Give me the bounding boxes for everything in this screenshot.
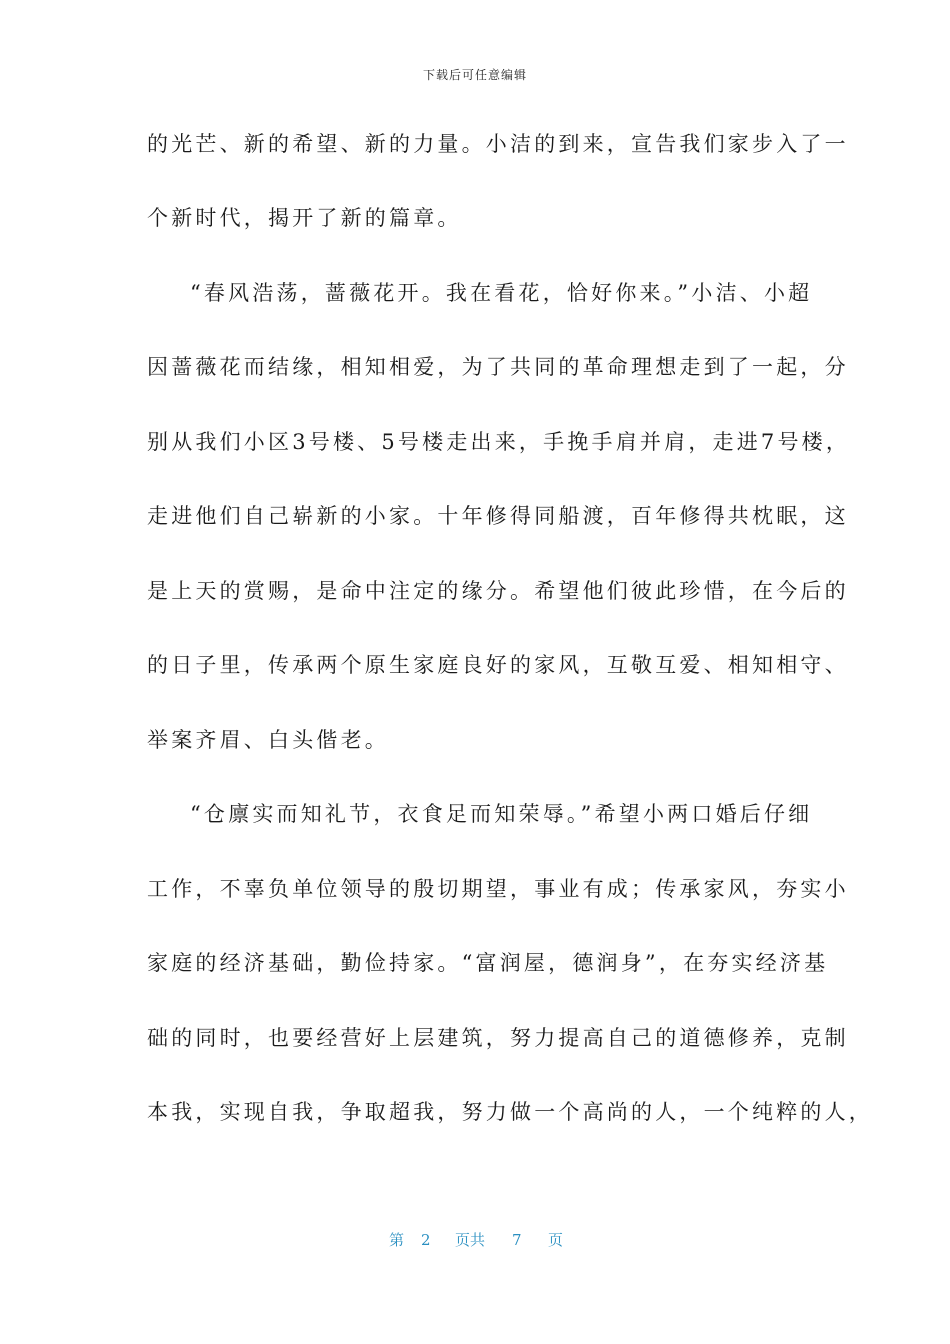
text-line: 走进他们自己崭新的小家。十年修得同船渡，百年修得共枕眠，这	[147, 504, 849, 528]
footer-label-page-end: 页	[548, 1231, 564, 1249]
footer-label-page: 第	[389, 1231, 405, 1249]
text-line: 举案齐眉、白头偕老。	[147, 728, 389, 752]
page-footer	[0, 1228, 950, 1252]
text-line: 家庭的经济基础，勤俭持家。“富润屋，德润身”，在夯实经济基	[147, 951, 829, 975]
paragraph-first-line: “春风浩荡，蔷薇花开。我在看花，恰好你来。”小洁、小超	[190, 281, 813, 305]
paragraph-first-line: “仓廪实而知礼节，衣食足而知荣辱。”希望小两口婚后仔细	[190, 802, 813, 826]
text-line: 个新时代，揭开了新的篇章。	[147, 206, 462, 230]
text-line: 的光芒、新的希望、新的力量。小洁的到来，宣告我们家步入了一	[147, 132, 849, 156]
text-line: 别从我们小区3号楼、5号楼走出来，手挽手肩并肩，走进7号楼，	[147, 430, 851, 454]
page-header: 下载后可任意编辑	[422, 68, 527, 82]
footer-label-page-of: 页共	[455, 1231, 486, 1249]
text-line: 础的同时，也要经营好上层建筑，努力提高自己的道德修养，克制	[147, 1026, 849, 1050]
footer-total-pages: 7	[512, 1231, 522, 1249]
text-line: 本我，实现自我，争取超我，努力做一个高尚的人，一个纯粹的人，	[147, 1100, 873, 1124]
footer-current-page: 2	[421, 1231, 431, 1249]
text-line: 因蔷薇花而结缘，相知相爱，为了共同的革命理想走到了一起，分	[147, 355, 849, 379]
text-line: 工作，不辜负单位领导的殷切期望，事业有成；传承家风，夯实小	[147, 877, 849, 901]
text-line: 是上天的赏赐，是命中注定的缘分。希望他们彼此珍惜，在今后的	[147, 579, 849, 603]
text-line: 的日子里，传承两个原生家庭良好的家风，互敬互爱、相知相守、	[147, 653, 849, 677]
